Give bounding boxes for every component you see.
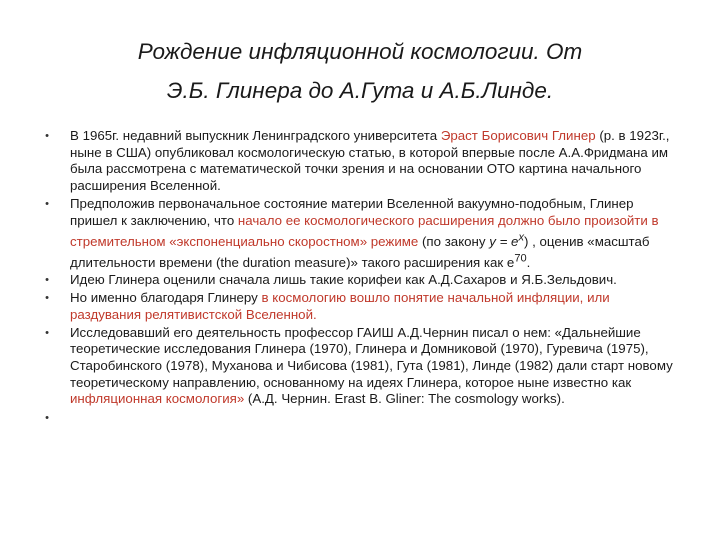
text-segment: В 1965г. недавний выпускник Ленинградского университета: [70, 128, 441, 143]
bullet-list: [40, 128, 680, 427]
slide-title: [60, 32, 660, 110]
item-text: [70, 325, 673, 407]
bullet-icon: •: [45, 412, 49, 425]
highlighted-text: начало ее космологического расширения должно было произойти в стремительном «экспоненциально скоростном» режиме: [70, 212, 659, 249]
text-segment: .: [526, 254, 531, 270]
item-text: [70, 196, 659, 270]
bullet-icon: •: [45, 197, 49, 210]
text-segment: y = e: [489, 233, 519, 249]
title-line-1: Рождение инфляционной космологии. От: [137, 39, 583, 64]
text-segment: Исследовавший его деятельность профессор ГАИШ А.Д.Чернин писал о нем: «Дальнейшие теоретические исследования Глинера (1970), Глинера и Домниковой (1970), Гуревича (1975), Старобинского (1978), Муханова и Чибисова (1981), Гута (1981), Линде (1982) дали старт новому теоретическому направлению, основанному на идеях Глинера, которое ныне известно как: [70, 324, 673, 390]
text-segment: (р. в 1923г., ныне в США) опубликовал космологическую статью, в которой впервые после А.А.Фридмана им была рассмотрена с математической точки зрения и на основании ОТО картина начального расширения Вселенной.: [70, 128, 670, 194]
highlighted-text: в космологию вошло понятие начальной инфляции, или раздувания релятивистской Вселенной.: [70, 290, 610, 322]
bullet-icon: •: [45, 326, 49, 339]
text-segment: 70: [514, 252, 527, 265]
highlighted-text: Эраст Борисович Глинер: [440, 128, 596, 143]
list-item: [40, 272, 680, 289]
item-text: [70, 128, 670, 193]
text-segment: (А.Д. Чернин. Erast B. Gliner: The cosmology works).: [244, 391, 565, 407]
bullet-icon: •: [45, 292, 49, 305]
highlighted-text: инфляционная космология»: [70, 391, 245, 407]
bullet-icon: •: [45, 274, 49, 287]
title-line-2: Э.Б. Глинера до А.Гута и А.Б.Линде.: [166, 78, 554, 103]
item-text: [70, 272, 617, 287]
text-segment: x: [518, 231, 524, 244]
text-segment: Предположив первоначальное состояние материи Вселенной вакуумно-подобным, Глинер пришел к заключению, что: [70, 195, 634, 228]
text-segment: ) , оценив «масштаб длительности времени (the duration measure)» такого расширения как e: [70, 233, 650, 270]
text-segment: Но именно благодаря Глинеру: [70, 290, 262, 306]
list-item: [40, 290, 680, 323]
text-segment: Идею Глинера оценили сначала лишь такие корифеи как А.Д.Сахаров и Я.Б.Зельдович.: [70, 272, 617, 288]
item-text: [70, 290, 610, 322]
list-item-empty: [40, 410, 680, 427]
bullet-icon: •: [45, 130, 49, 142]
list-item: [40, 128, 680, 195]
list-item: [40, 196, 680, 272]
text-segment: (по закону: [418, 233, 490, 249]
list-item: [40, 325, 680, 409]
